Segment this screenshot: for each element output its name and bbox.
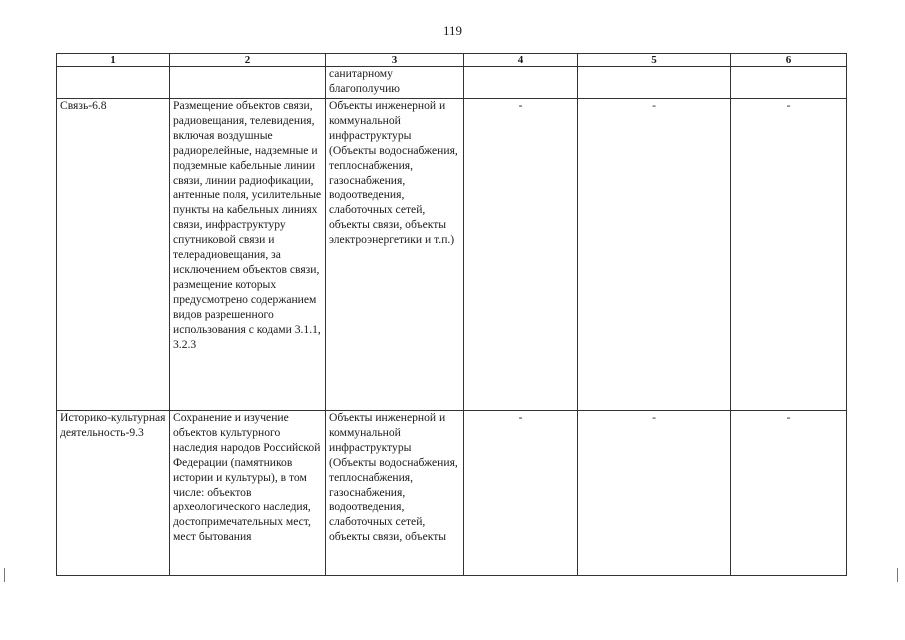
column-header-2: 2 xyxy=(170,54,326,67)
cell-use-description: Сохранение и изучение объектов культурного наследия народов Российской Федерации (памятников истории и культуры), в том числе: объектов археологического наследия, достопримечательных мест, мест бытования xyxy=(170,411,326,576)
scan-edge-mark-right xyxy=(897,568,898,582)
column-header-3: 3 xyxy=(326,54,464,67)
cell-col4 xyxy=(464,67,578,99)
table-header-row xyxy=(57,54,847,67)
cell-use-name: Связь-6.8 xyxy=(57,99,170,411)
cell-auxiliary-uses: Объекты инженерной и коммунальной инфраструктуры (Объекты водоснабжения, теплоснабжения, газоснабжения, водоотведения, слаботочных сетей, объекты связи, объекты xyxy=(326,411,464,576)
column-header-6: 6 xyxy=(731,54,847,67)
cell-col5 xyxy=(578,67,731,99)
table-row xyxy=(57,67,847,99)
table-row xyxy=(57,99,847,411)
cell-col6 xyxy=(731,67,847,99)
table-row xyxy=(57,411,847,576)
cell-col6: - xyxy=(731,99,847,411)
cell-use-description: Размещение объектов связи, радиовещания, телевидения, включая воздушные радиорелейные, надземные и подземные кабельные линии связи, линии радиофикации, антенные поля, усилительные пункты на кабельных линиях связи, инфраструктуру спутниковой связи и телерадиовещания, за исключением объектов связи, размещение которых предусмотрено содержанием видов разрешенного использования с кодами 3.1.1, 3.2.3 xyxy=(170,99,326,411)
cell-col5: - xyxy=(578,99,731,411)
land-use-table xyxy=(56,53,847,576)
cell-col6: - xyxy=(731,411,847,576)
column-header-1: 1 xyxy=(57,54,170,67)
cell-auxiliary-uses: санитарному благополучию xyxy=(326,67,464,99)
cell-use-name xyxy=(57,67,170,99)
cell-use-name: Историко-культурная деятельность-9.3 xyxy=(57,411,170,576)
cell-col4: - xyxy=(464,99,578,411)
column-header-4: 4 xyxy=(464,54,578,67)
cell-use-description xyxy=(170,67,326,99)
column-header-5: 5 xyxy=(578,54,731,67)
cell-col4: - xyxy=(464,411,578,576)
cell-auxiliary-uses: Объекты инженерной и коммунальной инфраструктуры (Объекты водоснабжения, теплоснабжения, газоснабжения, водоотведения, слаботочных сетей, объекты связи, объекты электроэнергетики и т.п.) xyxy=(326,99,464,411)
page-number: 119 xyxy=(442,23,463,38)
cell-col5: - xyxy=(578,411,731,576)
scan-edge-mark-left xyxy=(4,568,5,582)
